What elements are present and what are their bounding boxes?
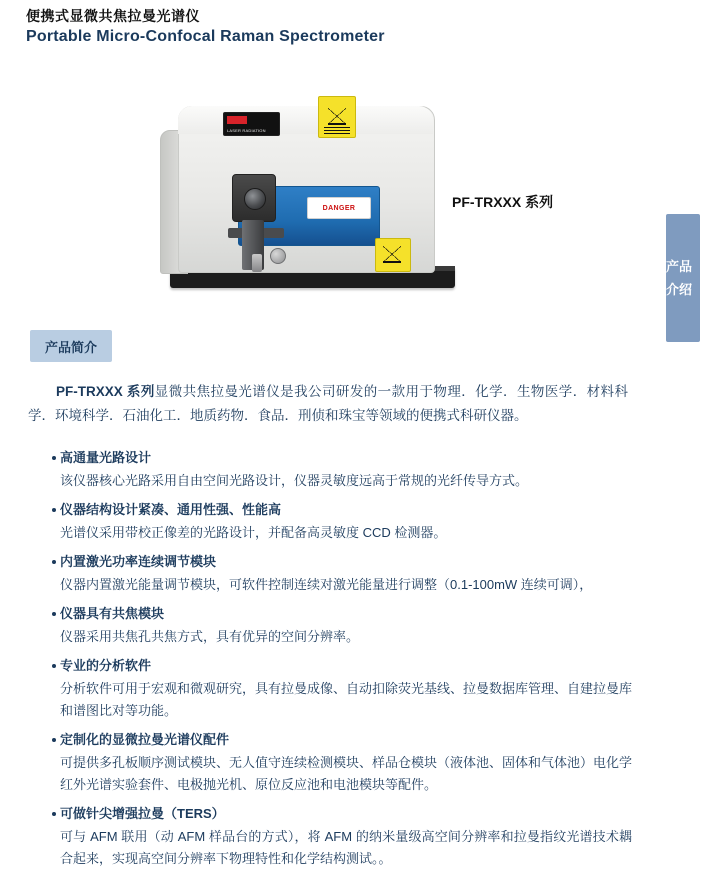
model-label: PF-TRXXX 系列	[452, 194, 554, 210]
feature-body: 仪器采用共焦孔共焦方式，具有优异的空间分辨率。	[60, 629, 360, 644]
laser-warning-icon	[375, 238, 411, 272]
laser-label-text: LASER RADIATION	[227, 128, 266, 133]
feature-title-text: 可做针尖增强拉曼（TERS）	[60, 806, 225, 821]
list-item	[52, 804, 632, 870]
laser-triangle-base-line	[383, 261, 401, 263]
feature-title	[52, 500, 632, 520]
feature-list	[52, 448, 632, 878]
feature-title	[52, 804, 632, 824]
laser-radiation-label	[223, 112, 280, 136]
feature-title-text: 仪器具有共焦模块	[60, 606, 165, 621]
intro-lead: PF-TRXXX 系列	[56, 384, 155, 399]
feature-title-text: 高通量光路设计	[60, 450, 152, 465]
intro-text: 显微共焦拉曼光谱仪是我公司研发的一款用于物理．化学．生物医学．材料科学．环境科学．石油化工．地质药物．食品．刑侦和珠宝等领域的便携式科研仪器。	[28, 384, 628, 423]
feature-title-text: 专业的分析软件	[60, 658, 152, 673]
feature-body: 可与 AFM 联用（动 AFM 样品台的方式），将 AFM 的纳米量级高空间分辨率和拉曼指纹光谱技术耦合起来，实现高空间分辨率下物理特性和化学结构测试。。	[60, 829, 632, 866]
feature-title	[52, 730, 632, 750]
feature-body: 可提供多孔板顺序测试模块、无人值守连续检测模块、样品仓模块（液体池、固体和气体池）电化学红外光谱实验套件、电极抛光机、原位反应池和电池模块等配件。	[60, 755, 633, 792]
feature-body: 光谱仪采用带校正像差的光路设计，并配备高灵敏度 CCD 检测器。	[60, 525, 447, 540]
feature-title	[52, 656, 632, 676]
intro-paragraph	[28, 380, 628, 428]
feature-title	[52, 552, 632, 572]
objective-lens-icon	[244, 188, 266, 210]
list-item	[52, 656, 632, 722]
laser-label-bar	[227, 116, 247, 124]
feature-title-text: 定制化的显微拉曼光谱仪配件	[60, 732, 230, 747]
stage-adjust-post	[252, 254, 262, 272]
page-title-en: Portable Micro-Confocal Raman Spectrometer	[26, 28, 385, 45]
feature-title-text: 仪器结构设计紧凑、通用性强、性能高	[60, 502, 282, 517]
section-chip-product-intro	[30, 330, 112, 362]
bullet-icon	[52, 456, 56, 460]
list-item	[52, 500, 632, 544]
feature-body: 仪器内置激光能量调节模块，可软件控制连续对激光能量进行调整（0.1-100mW 连续可调），	[60, 577, 593, 592]
bullet-icon	[52, 612, 56, 616]
feature-title	[52, 604, 632, 624]
triangle-outline-icon	[328, 108, 346, 124]
list-item	[52, 730, 632, 796]
microscope-objective-head	[232, 174, 276, 222]
product-photo	[150, 78, 470, 318]
instrument-top-bevel	[178, 106, 433, 134]
list-item	[52, 604, 632, 648]
feature-title-text: 内置激光功率连续调节模块	[60, 554, 217, 569]
bullet-icon	[52, 560, 56, 564]
bullet-icon	[52, 508, 56, 512]
laser-triangle-outline-icon	[383, 246, 401, 262]
bullet-icon	[52, 738, 56, 742]
warning-triangle-icon	[318, 96, 356, 138]
bullet-icon	[52, 812, 56, 816]
side-tab-product-intro[interactable]	[666, 214, 700, 342]
bullet-icon	[52, 664, 56, 668]
list-item	[52, 552, 632, 596]
feature-body: 该仪器核心光路采用自由空间光路设计，仪器灵敏度远高于常规的光纤传导方式。	[60, 473, 529, 488]
list-item	[52, 448, 632, 492]
danger-badge: DANGER	[307, 197, 371, 219]
side-tab-label: 产品介绍	[666, 258, 693, 297]
triangle-base-line	[328, 123, 346, 125]
warning-text-lines	[324, 127, 350, 134]
stage-adjust-knob	[270, 248, 286, 264]
section-chip-label: 产品简介	[44, 339, 97, 355]
feature-body: 分析软件可用于宏观和微观研究，具有拉曼成像、自动扣除荧光基线、拉曼数据库管理、自建拉曼库和谱图比对等功能。	[60, 681, 633, 718]
page-title-cn: 便携式显微共焦拉曼光谱仪	[26, 8, 200, 24]
feature-title	[52, 448, 632, 468]
